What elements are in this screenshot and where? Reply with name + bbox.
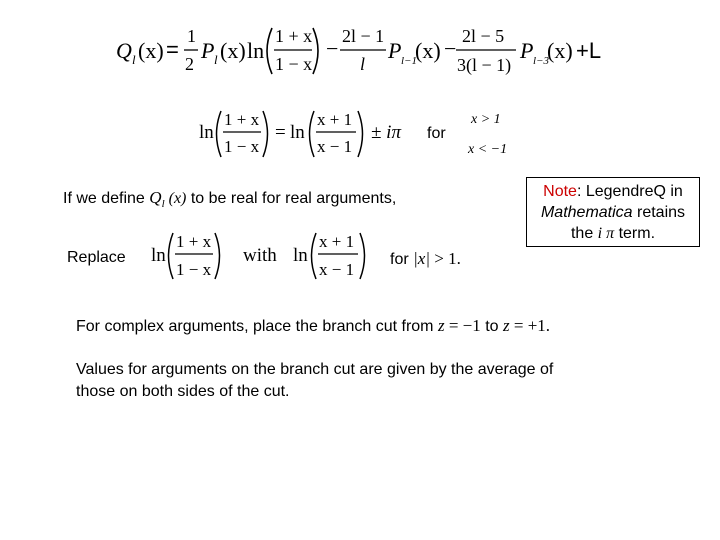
frac3-num: 2l − 5 (462, 26, 505, 46)
log-num: 1 + x (275, 26, 313, 46)
complex-statement (76, 316, 550, 336)
rep-with: with (243, 245, 277, 266)
values-line2: those on both sides of the cut. (76, 383, 290, 400)
cond-pre: for (390, 251, 414, 268)
eq-p2: P (388, 38, 402, 63)
note-mathematica: Mathematica (540, 204, 633, 221)
complex-z2: z (502, 316, 510, 335)
eq-p1-sub: l (214, 52, 218, 67)
note-line2 (531, 202, 695, 223)
eq-p2-sub: l−1 (401, 55, 417, 67)
note-colon: : (576, 183, 582, 200)
values-paragraph (76, 359, 553, 403)
define-arg: (x) (164, 190, 187, 207)
frac1-den: 2 (185, 54, 194, 74)
eq-p1: P (201, 38, 215, 63)
values-line1: Values for arguments on the branch cut are given by the average of (76, 361, 554, 378)
eq-p3-sub: l−3 (533, 55, 549, 67)
frac2-num: 2l − 1 (342, 26, 385, 46)
log-den: 1 − x (275, 54, 313, 74)
note-retains: retains (632, 204, 686, 221)
frac1-num: 1 (187, 26, 196, 46)
note-term: term. (614, 225, 656, 242)
rep-ln2: ln (293, 245, 308, 266)
id-ln-b: ln (290, 122, 305, 143)
note-legendre: Legendre (581, 183, 654, 200)
eq-tail: +L (576, 38, 602, 63)
note-line3 (531, 223, 695, 244)
define-q: Q (149, 188, 162, 207)
note-label: Note (543, 183, 577, 200)
complex-eq1: = −1 (444, 316, 481, 335)
rep-ln1: ln (151, 245, 166, 266)
eq-q-arg: (x) (138, 38, 164, 63)
main-equation (110, 20, 610, 82)
define-pre: If we define (63, 190, 150, 207)
eq-p3-arg: (x) (547, 38, 573, 63)
log-identity-equation (195, 105, 525, 165)
replace-condition (390, 249, 461, 269)
rep-a-den: 1 − x (176, 260, 212, 279)
note-in: in (665, 183, 683, 200)
note-q: Q (653, 183, 666, 200)
frac3-den: 3(l − 1) (457, 55, 512, 75)
rep-b-num: x + 1 (319, 232, 355, 251)
id-b-num: x + 1 (317, 110, 353, 129)
complex-pre: For complex arguments, place the branch cut from (76, 318, 438, 335)
replace-expression (148, 225, 383, 285)
replace-label: Replace (67, 249, 126, 266)
eq-p3: P (520, 38, 534, 63)
note-ipi: i π (597, 225, 615, 242)
rep-a-num: 1 + x (176, 232, 212, 251)
eq-p1-arg: (x) (220, 38, 246, 63)
id-a-den: 1 − x (224, 137, 260, 156)
eq-p2-arg: (x) (415, 38, 441, 63)
id-cond2: x < −1 (468, 142, 508, 157)
id-ln-a: ln (199, 122, 214, 143)
frac2-den: l (360, 54, 366, 74)
eq-minus1: − (326, 36, 339, 61)
eq-equals: = (166, 37, 179, 62)
define-post: to be real for real arguments, (186, 190, 397, 207)
id-for: for (427, 125, 446, 142)
cond-abs-x: |x| (413, 249, 431, 268)
define-statement (63, 188, 396, 210)
note-the: the (570, 225, 598, 242)
complex-to: to (480, 318, 503, 335)
id-a-num: 1 + x (224, 110, 260, 129)
complex-eq2: = +1. (509, 316, 551, 335)
note-line1 (531, 181, 695, 202)
id-b-den: x − 1 (317, 137, 353, 156)
complex-z1: z (437, 316, 445, 335)
id-pm-ipi: ± iπ (371, 122, 401, 143)
cond-post: > 1. (430, 249, 461, 268)
eq-q-sub: l (132, 52, 136, 67)
eq-q: Q (116, 38, 132, 63)
note-box (526, 177, 700, 247)
id-equals: = (275, 122, 286, 143)
eq-minus2: − (444, 36, 457, 61)
rep-b-den: x − 1 (319, 260, 355, 279)
id-cond1: x > 1 (471, 112, 501, 127)
eq-ln: ln (247, 38, 265, 63)
define-q-sub: l (161, 198, 165, 211)
